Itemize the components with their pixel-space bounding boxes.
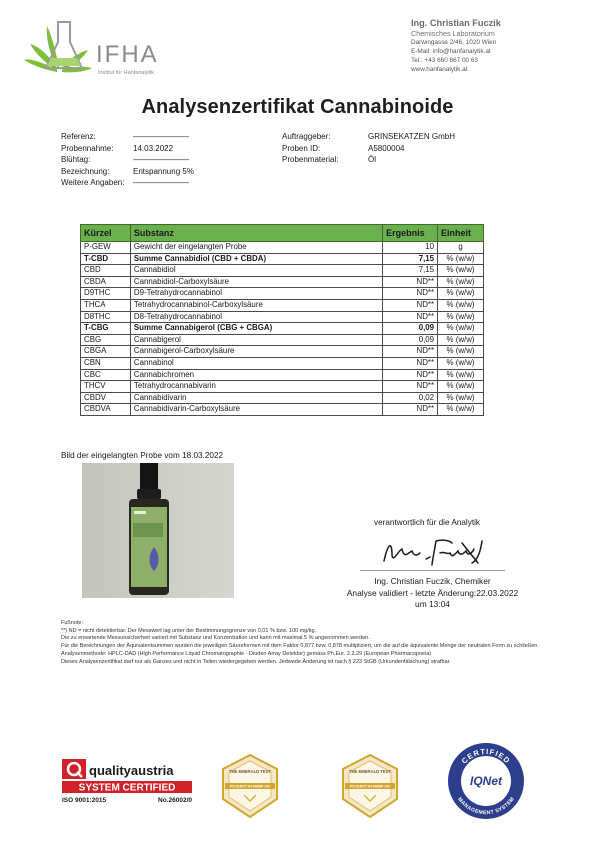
cell-code: CBC: [81, 369, 131, 381]
cell-substance: D9-Tetrahydrocannabinol: [130, 288, 382, 300]
cell-substance: Tetrahydrocannabivarin: [130, 381, 382, 393]
table-row: [81, 404, 484, 416]
iqnet-certified-seal: [447, 742, 525, 820]
iqnet-bottom-text: MANAGEMENT SYSTEM: [456, 796, 516, 817]
table-row: [81, 323, 484, 335]
cell-substance: Cannabidivarin: [130, 392, 382, 404]
cell-substance: Gewicht der eingelangten Probe: [130, 242, 382, 254]
meta-label: Probenmaterial:: [282, 155, 339, 164]
footnote-line: Dieses Analysenzertifikat darf nur als Ganzes und nicht in Teilen wiedergegeben werden. Jedwede Änderung ist nach § 223 StGB (Urkundenfälschung) strafbar.: [61, 658, 451, 665]
table-header-row: [81, 225, 484, 242]
table-row: [81, 392, 484, 404]
lab-website: www.hanfanalytik.at: [411, 66, 468, 74]
meta-value: Öl: [368, 155, 376, 164]
cell-code: T-CBG: [81, 323, 131, 335]
table-row: [81, 242, 484, 254]
cell-code: T-CBD: [81, 253, 131, 265]
badge-bottom-text: POTENCY IN HEMP OI2: [229, 784, 271, 789]
cell-result: 7,15: [383, 253, 438, 265]
cell-result: ND**: [383, 299, 438, 311]
qa-system: SYSTEM CERTIFIED: [78, 782, 176, 794]
cell-code: THCV: [81, 381, 131, 393]
validation-time: um 13:04: [415, 599, 450, 610]
results-table: [80, 224, 484, 416]
badge-bottom-text: POTENCY IN HEMP OI2: [349, 784, 391, 789]
footnote: [61, 620, 551, 666]
cell-unit: % (w/w): [438, 381, 484, 393]
cell-substance: Summe Cannabidiol (CBD + CBDA): [130, 253, 382, 265]
meta-value: GRINSEKATZEN GmbH: [368, 132, 455, 141]
validation-text: Analyse validiert - letzte Änderung:22.03.2022: [346, 587, 519, 598]
qa-brand: qualityaustria: [89, 763, 174, 778]
cell-substance: Cannabidiol: [130, 265, 382, 277]
table-row: [81, 357, 484, 369]
cell-substance: Tetrahydrocannabinol-Carboxylsäure: [130, 299, 382, 311]
meta-label: Probennahme:: [61, 143, 114, 153]
cell-substance: D8-Tetrahydrocannabinol: [130, 311, 382, 323]
cell-unit: % (w/w): [438, 299, 484, 311]
qa-iso: ISO 9001:2015: [62, 797, 107, 804]
signature-line: [360, 570, 505, 571]
table-row: [81, 369, 484, 381]
cell-code: CBN: [81, 357, 131, 369]
meta-label: Bezeichnung:: [61, 166, 110, 176]
handwritten-signature: [378, 533, 490, 569]
cell-result: ND**: [383, 404, 438, 416]
meta-value: A5800004: [368, 143, 405, 153]
cell-code: CBDVA: [81, 404, 131, 416]
cell-code: D9THC: [81, 288, 131, 300]
sample-photo: [82, 463, 234, 598]
cell-substance: Summe Cannabigerol (CBG + CBGA): [130, 323, 382, 335]
badge-top-text: THE EMERALD TEST: [228, 769, 272, 774]
cell-unit: g: [438, 242, 484, 254]
cell-unit: % (w/w): [438, 311, 484, 323]
iqnet-top-text: CERTIFIED: [459, 746, 513, 766]
lab-name: Ing. Christian Fuczik: [411, 18, 501, 28]
column-header-substance: Substanz: [130, 225, 382, 242]
cell-unit: % (w/w): [438, 288, 484, 300]
cell-unit: % (w/w): [438, 323, 484, 335]
column-header-code: Kürzel: [81, 225, 131, 242]
chemist-block: [330, 576, 535, 611]
cell-unit: % (w/w): [438, 253, 484, 265]
cell-unit: % (w/w): [438, 276, 484, 288]
cell-code: CBDA: [81, 276, 131, 288]
meta-value: ———————: [133, 132, 189, 141]
meta-value: ———————: [133, 155, 189, 164]
table-row: [81, 299, 484, 311]
ifha-logo: [22, 18, 192, 82]
cell-code: CBGA: [81, 346, 131, 358]
cell-unit: % (w/w): [438, 404, 484, 416]
cell-code: P-GEW: [81, 242, 131, 254]
cell-substance: Cannabichromen: [130, 369, 382, 381]
emerald-test-badge: [217, 753, 283, 819]
footnote-line: **) ND = nicht detektierbar. Der Messwert lag unter der Bestimmungsgrenze von 0,01 % bzw. 100 mg/kg.: [61, 627, 317, 634]
cell-unit: % (w/w): [438, 346, 484, 358]
cell-result: 0,09: [383, 323, 438, 335]
cell-code: D8THC: [81, 311, 131, 323]
column-header-unit: Einheit: [438, 225, 484, 242]
emerald-test-badge: [337, 753, 403, 819]
table-row: [81, 288, 484, 300]
cell-result: ND**: [383, 288, 438, 300]
lab-address: Darwingasse 2/46, 1020 Wien: [411, 39, 497, 47]
photo-caption: Bild der eingelangten Probe vom 18.03.2022: [61, 451, 224, 460]
cell-result: ND**: [383, 346, 438, 358]
iqnet-name: IQNet: [469, 774, 503, 788]
meta-label: Weitere Angaben:: [61, 178, 125, 187]
meta-value: ———————: [133, 178, 189, 187]
cell-code: THCA: [81, 299, 131, 311]
qa-number: No.26002/0: [158, 797, 192, 804]
lab-phone: Tel.: +43 660 867 00 63: [411, 57, 478, 65]
footnote-line: Fußnote:: [61, 620, 84, 626]
meta-right: [282, 131, 518, 166]
cell-substance: Cannabigerol: [130, 334, 382, 346]
cell-substance: Cannabigerol-Carboxylsäure: [130, 346, 382, 358]
table-row: [81, 253, 484, 265]
cell-result: 10: [383, 242, 438, 254]
responsible-label: verantwortlich für die Analytik: [374, 518, 481, 527]
results-body: [81, 242, 484, 416]
column-header-result: Ergebnis: [383, 225, 438, 242]
meta-label: Auftraggeber:: [282, 132, 331, 141]
cell-result: ND**: [383, 381, 438, 393]
cell-result: ND**: [383, 369, 438, 381]
meta-value: 14.03.2022: [133, 143, 174, 153]
lab-email: E-Mail: info@hanfanalytik.at: [411, 48, 491, 56]
footnote-line: Analysenmethode: HPLC-DAD (High Performance Liquid Chromatographie - Dioden Array Detektor) gemäss Ph.Eur. 2.2.29 (European Pharmacopoeia): [61, 650, 432, 657]
quality-austria-logo: [62, 759, 192, 805]
cell-result: 0,02: [383, 392, 438, 404]
cell-code: CBD: [81, 265, 131, 277]
meta-label: Proben ID:: [282, 143, 321, 153]
meta-left: [61, 131, 283, 189]
cell-unit: % (w/w): [438, 334, 484, 346]
cell-unit: % (w/w): [438, 369, 484, 381]
cell-substance: Cannabidiol-Carboxylsäure: [130, 276, 382, 288]
lab-address-block: [411, 18, 559, 74]
table-row: [81, 265, 484, 277]
cell-result: ND**: [383, 357, 438, 369]
table-row: [81, 334, 484, 346]
chemist-name: Ing. Christian Fuczik, Chemiker: [374, 576, 491, 586]
badge-top-text: THE EMERALD TEST: [348, 769, 392, 774]
cell-code: CBDV: [81, 392, 131, 404]
table-row: [81, 346, 484, 358]
document-title: Analysenzertifikat Cannabinoide: [141, 96, 454, 118]
table-row: [81, 381, 484, 393]
meta-label: Referenz:: [61, 132, 96, 141]
meta-label: Blühtag:: [61, 155, 91, 164]
cell-result: 7,15: [383, 265, 438, 277]
logo-text: IFHA: [96, 41, 159, 68]
cell-result: 0,09: [383, 334, 438, 346]
cell-unit: % (w/w): [438, 392, 484, 404]
footnote-line: Die zu erwartende Messunsicherheit variiert mit Substanz und Konzentration und kann mit maximal 5 % angenommen werden.: [61, 635, 370, 642]
cell-substance: Cannabinol: [130, 357, 382, 369]
cell-unit: % (w/w): [438, 265, 484, 277]
footnote-line: Für die Berechnungen der Äquivalentsummen wurden die jeweiligen Säureformen mit dem Faktor 0,877 bzw. 0,878 multipliziert, um die auf die äquivalente Menge der neutralen Form zu schließen.: [61, 643, 539, 650]
table-row: [81, 311, 484, 323]
meta-value: Entspannung 5%: [133, 166, 194, 176]
cell-result: ND**: [383, 276, 438, 288]
lab-type: Chemisches Laboratorium: [411, 29, 495, 38]
logo-subtitle: Institut für Hanfanalytik: [98, 70, 154, 76]
table-row: [81, 276, 484, 288]
cell-result: ND**: [383, 311, 438, 323]
cell-unit: % (w/w): [438, 357, 484, 369]
cell-substance: Cannabidivarin-Carboxylsäure: [130, 404, 382, 416]
cell-code: CBG: [81, 334, 131, 346]
